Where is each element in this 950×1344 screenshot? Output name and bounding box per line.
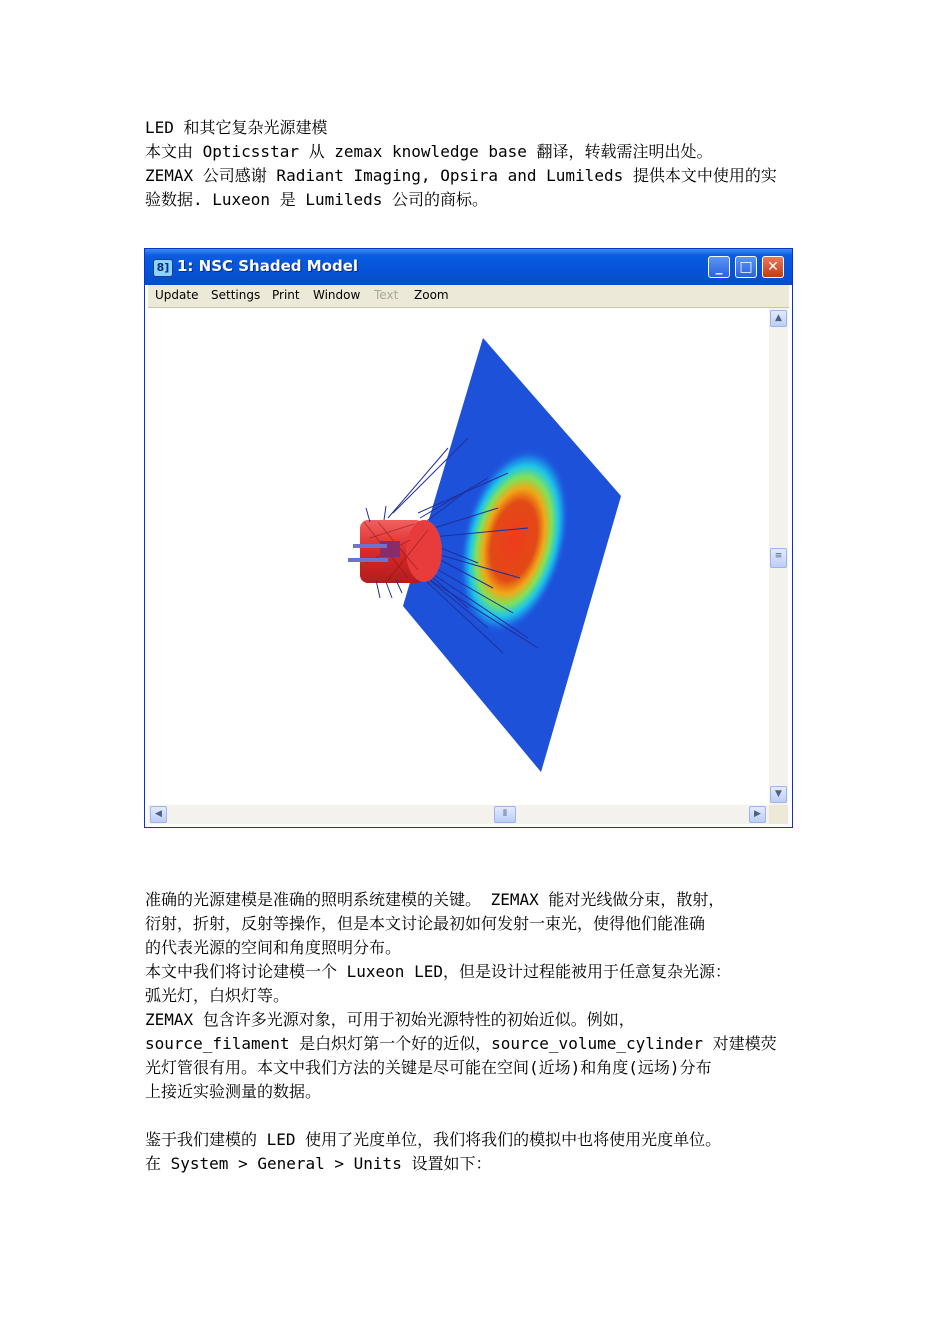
menu-text: Text xyxy=(374,288,399,302)
acknowledgement-line-2: 验数据. Luxeon 是 Lumileds 公司的商标。 xyxy=(145,190,489,209)
menu-settings[interactable]: Settings xyxy=(211,288,261,302)
paragraph-2-line-2: 弧光灯，白炽灯等。 xyxy=(145,986,290,1005)
paragraph-1-line-2: 衍射，折射，反射等操作，但是本文讨论最初如何发射一束光，使得他们能准确 xyxy=(145,914,706,933)
paragraph-4-line-2: 在 System > General > Units 设置如下： xyxy=(145,1154,492,1173)
paragraph-3-line-4: 上接近实验测量的数据。 xyxy=(145,1082,322,1101)
menu-bar xyxy=(148,285,789,308)
close-icon: ✕ xyxy=(767,259,779,275)
shaded-model-render xyxy=(148,308,769,805)
minimize-button[interactable] xyxy=(708,256,730,278)
paragraph-3-line-2: source_filament 是白炽灯第一个好的近似，source_volume_cylinder 对建模荧 xyxy=(145,1034,777,1053)
maximize-icon: □ xyxy=(739,259,753,275)
vertical-scrollbar[interactable] xyxy=(769,308,788,805)
paragraph-4-line-1: 鉴于我们建模的 LED 使用了光度单位，我们将我们的模拟中也将使用光度单位。 xyxy=(145,1130,722,1149)
window-title: 1: NSC Shaded Model xyxy=(177,257,359,275)
nsc-shaded-model-window xyxy=(144,248,793,828)
horizontal-scroll-thumb[interactable]: ⦀ xyxy=(494,806,516,823)
resize-grip-icon[interactable] xyxy=(769,805,788,824)
body-text xyxy=(145,888,815,1176)
scroll-left-icon[interactable]: ◀ xyxy=(150,806,167,823)
blank-line xyxy=(145,1104,815,1128)
menu-print[interactable]: Print xyxy=(272,288,300,302)
nsc-app-icon[interactable]: 8] xyxy=(153,259,173,277)
paragraph-3-line-3: 光灯管很有用。本文中我们方法的关键是尽可能在空间(近场)和角度(远场)分布 xyxy=(145,1058,712,1077)
menu-update[interactable]: Update xyxy=(155,288,199,302)
paragraph-1-line-1: 准确的光源建模是准确的照明系统建模的关键。 ZEMAX 能对光线做分束，散射， xyxy=(145,890,725,909)
source-note: 本文由 Opticsstar 从 zemax knowledge base 翻译，转载需注明出处。 xyxy=(145,142,713,161)
paragraph-3-line-1: ZEMAX 包含许多光源对象，可用于初始光源特性的初始近似。例如， xyxy=(145,1010,635,1029)
maximize-button[interactable] xyxy=(735,256,757,278)
intro-block xyxy=(145,116,815,212)
paragraph-2-line-1: 本文中我们将讨论建模一个 Luxeon LED，但是设计过程能被用于任意复杂光源： xyxy=(145,962,731,981)
doc-title: LED 和其它复杂光源建模 xyxy=(145,118,328,137)
menu-zoom[interactable]: Zoom xyxy=(414,288,449,302)
scroll-up-icon[interactable]: ▲ xyxy=(770,310,787,327)
close-button[interactable] xyxy=(762,256,784,278)
scroll-down-icon[interactable]: ▼ xyxy=(770,786,787,803)
minimize-icon: _ xyxy=(715,259,723,275)
menu-window[interactable]: Window xyxy=(313,288,361,302)
horizontal-scrollbar[interactable] xyxy=(148,805,769,824)
model-viewport[interactable] xyxy=(148,308,769,805)
acknowledgement-line-1: ZEMAX 公司感谢 Radiant Imaging, Opsira and Lumileds 提供本文中使用的实 xyxy=(145,166,777,185)
scroll-right-icon[interactable]: ▶ xyxy=(749,806,766,823)
title-bar[interactable] xyxy=(145,249,792,285)
paragraph-1-line-3: 的代表光源的空间和角度照明分布。 xyxy=(145,938,402,957)
vertical-scroll-thumb[interactable]: ≡ xyxy=(770,548,787,568)
